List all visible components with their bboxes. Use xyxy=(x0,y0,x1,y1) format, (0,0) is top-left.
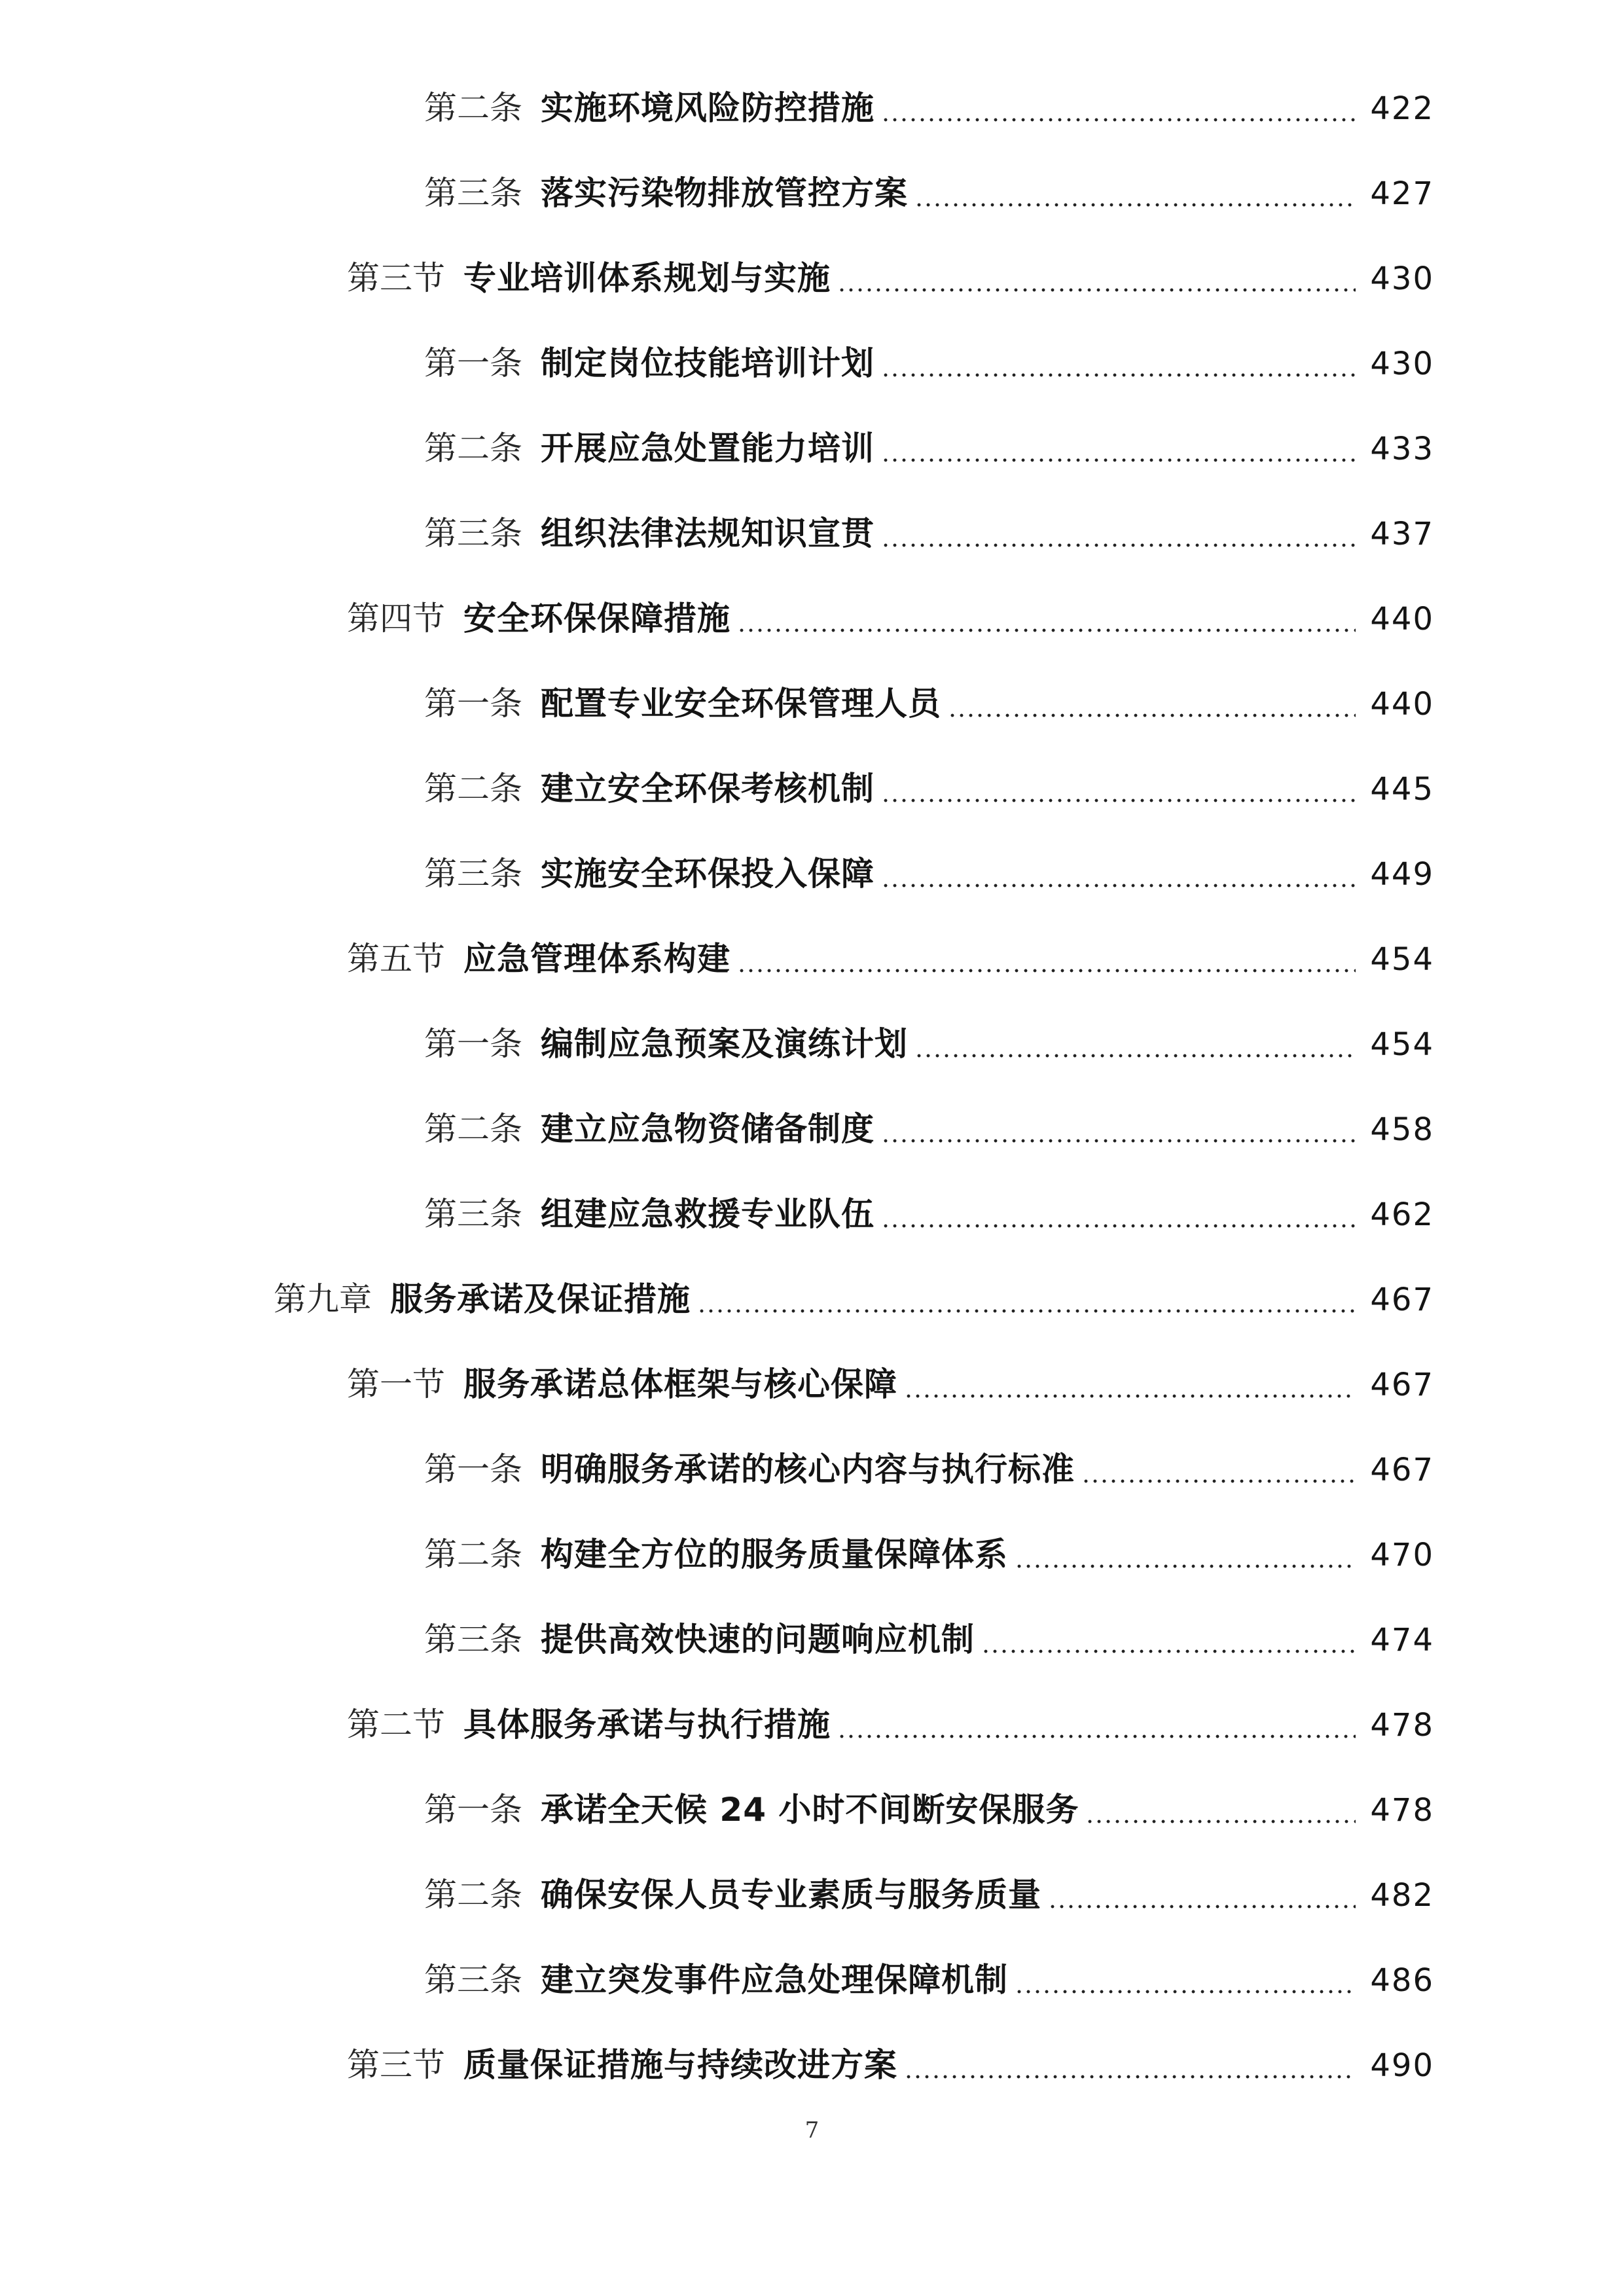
toc-entry-number: 第二条 xyxy=(424,1876,522,1914)
toc-dot-leader xyxy=(737,969,1356,973)
toc-entry-page: 440 xyxy=(1370,601,1434,637)
toc-entry-section[interactable] xyxy=(0,1682,1624,1767)
toc-dot-leader xyxy=(881,543,1356,547)
toc-dot-leader xyxy=(1015,1990,1356,1994)
toc-entry-page: 467 xyxy=(1370,1452,1434,1488)
toc-entry-title: 承诺全天候 24 小时不间断安保服务 xyxy=(541,1791,1079,1829)
toc-entry-section[interactable] xyxy=(0,1342,1624,1427)
toc-entry-title: 组建应急救援专业队伍 xyxy=(541,1195,875,1233)
toc-entry-title: 配置专业安全环保管理人员 xyxy=(541,685,941,723)
toc-entry-article[interactable] xyxy=(0,831,1624,916)
toc-entry-page: 449 xyxy=(1370,856,1434,893)
toc-entry-article[interactable] xyxy=(0,1597,1624,1682)
toc-entry-number: 第一条 xyxy=(424,344,522,382)
toc-entry-page: 430 xyxy=(1370,260,1434,297)
toc-entry-number: 第二条 xyxy=(424,1110,522,1148)
toc-dot-leader xyxy=(904,2075,1356,2079)
toc-entry-title: 编制应急预案及演练计划 xyxy=(541,1025,908,1063)
toc-entry-page: 454 xyxy=(1370,1026,1434,1063)
toc-entry-article[interactable] xyxy=(0,1937,1624,2022)
toc-dot-leader xyxy=(881,458,1356,462)
toc-dot-leader xyxy=(737,628,1356,632)
toc-entry-title: 安全环保保障措施 xyxy=(463,600,731,637)
toc-entry-number: 第三条 xyxy=(424,514,522,552)
toc-dot-leader xyxy=(1085,1820,1356,1823)
toc-entry-title: 具体服务承诺与执行措施 xyxy=(463,1706,831,1744)
toc-entry-page: 433 xyxy=(1370,431,1434,467)
toc-dot-leader xyxy=(1015,1564,1356,1568)
toc-entry-section[interactable] xyxy=(0,576,1624,661)
toc-entry-number: 第三条 xyxy=(424,1961,522,1999)
toc-entry-title: 明确服务承诺的核心内容与执行标准 xyxy=(541,1450,1075,1488)
toc-entry-title: 落实污染物排放管控方案 xyxy=(541,174,908,212)
toc-entry-title: 建立安全环保考核机制 xyxy=(541,770,875,808)
toc-dot-leader xyxy=(881,118,1356,122)
toc-entry-page: 458 xyxy=(1370,1111,1434,1148)
toc-dot-leader xyxy=(981,1649,1356,1653)
toc-entry-article[interactable] xyxy=(0,746,1624,831)
toc-entry-page: 470 xyxy=(1370,1537,1434,1573)
toc-entry-number: 第一节 xyxy=(347,1365,445,1403)
toc-entry-chapter[interactable] xyxy=(0,1257,1624,1342)
toc-entry-article[interactable] xyxy=(0,1767,1624,1852)
toc-entry-article[interactable] xyxy=(0,1172,1624,1257)
toc-entry-article[interactable] xyxy=(0,1852,1624,1937)
toc-entry-title: 提供高效快速的问题响应机制 xyxy=(541,1621,975,1659)
toc-entry-page: 427 xyxy=(1370,175,1434,212)
page-number: 7 xyxy=(804,2117,820,2144)
toc-entry-article[interactable] xyxy=(0,151,1624,236)
toc-entry-page: 422 xyxy=(1370,90,1434,127)
toc-entry-title: 建立突发事件应急处理保障机制 xyxy=(541,1961,1008,1999)
toc-entry-number: 第二节 xyxy=(347,1706,445,1744)
toc-entry-number: 第一条 xyxy=(424,685,522,723)
toc-entry-title: 服务承诺总体框架与核心保障 xyxy=(463,1365,897,1403)
toc-entry-section[interactable] xyxy=(0,916,1624,1001)
toc-entry-article[interactable] xyxy=(0,491,1624,576)
toc-entry-article[interactable] xyxy=(0,1427,1624,1512)
toc-entry-number: 第三条 xyxy=(424,1195,522,1233)
toc-entry-number: 第四节 xyxy=(347,600,445,637)
toc-entry-number: 第二条 xyxy=(424,429,522,467)
toc-entry-title: 质量保证措施与持续改进方案 xyxy=(463,2046,897,2084)
toc-entry-section[interactable] xyxy=(0,2022,1624,2108)
toc-entry-article[interactable] xyxy=(0,1086,1624,1172)
toc-entry-title: 确保安保人员专业素质与服务质量 xyxy=(541,1876,1041,1914)
toc-entry-page: 467 xyxy=(1370,1367,1434,1403)
toc-dot-leader xyxy=(697,1309,1356,1313)
toc-dot-leader xyxy=(881,884,1356,888)
toc-entry-article[interactable] xyxy=(0,1001,1624,1086)
toc-entry-article[interactable] xyxy=(0,1512,1624,1597)
toc-entry-page: 478 xyxy=(1370,1792,1434,1829)
toc-entry-page: 430 xyxy=(1370,346,1434,382)
toc-entry-page: 462 xyxy=(1370,1196,1434,1233)
toc-entry-page: 486 xyxy=(1370,1962,1434,1999)
toc-entry-title: 实施环境风险防控措施 xyxy=(541,89,875,127)
toc-dot-leader xyxy=(904,1394,1356,1398)
toc-entry-page: 445 xyxy=(1370,771,1434,808)
toc-entry-title: 制定岗位技能培训计划 xyxy=(541,344,875,382)
toc-entry-title: 构建全方位的服务质量保障体系 xyxy=(541,1535,1008,1573)
toc-entry-section[interactable] xyxy=(0,236,1624,321)
toc-entry-title: 建立应急物资储备制度 xyxy=(541,1110,875,1148)
toc-entry-title: 开展应急处置能力培训 xyxy=(541,429,875,467)
toc-entry-page: 454 xyxy=(1370,941,1434,978)
toc-entry-title: 应急管理体系构建 xyxy=(463,940,731,978)
toc-entry-number: 第九章 xyxy=(274,1280,372,1318)
toc-entry-title: 专业培训体系规划与实施 xyxy=(463,259,831,297)
toc-entry-title: 实施安全环保投入保障 xyxy=(541,855,875,893)
toc-entry-page: 440 xyxy=(1370,686,1434,723)
toc-entry-page: 467 xyxy=(1370,1282,1434,1318)
toc-entry-page: 490 xyxy=(1370,2047,1434,2084)
toc-entry-title: 服务承诺及保证措施 xyxy=(390,1280,691,1318)
toc-dot-leader xyxy=(1081,1479,1356,1483)
toc-entry-number: 第二条 xyxy=(424,770,522,808)
toc-entry-number: 第一条 xyxy=(424,1791,522,1829)
toc-dot-leader xyxy=(837,1734,1356,1738)
toc-entry-number: 第五节 xyxy=(347,940,445,978)
toc-entry-number: 第二条 xyxy=(424,1535,522,1573)
toc-dot-leader xyxy=(948,713,1356,717)
toc-entry-article[interactable] xyxy=(0,321,1624,406)
toc-entry-title: 组织法律法规知识宣贯 xyxy=(541,514,875,552)
toc-dot-leader xyxy=(881,1224,1356,1228)
toc-entry-article[interactable] xyxy=(0,65,1624,151)
toc-dot-leader xyxy=(914,1054,1356,1058)
toc-dot-leader xyxy=(914,203,1356,207)
toc-entry-number: 第三条 xyxy=(424,174,522,212)
toc-entry-article[interactable] xyxy=(0,661,1624,746)
toc-entry-number: 第一条 xyxy=(424,1450,522,1488)
toc-dot-leader xyxy=(881,373,1356,377)
toc-entry-page: 482 xyxy=(1370,1877,1434,1914)
toc-dot-leader xyxy=(837,288,1356,292)
toc-dot-leader xyxy=(1048,1905,1356,1909)
toc-entry-number: 第三条 xyxy=(424,1621,522,1659)
toc-entry-number: 第一条 xyxy=(424,1025,522,1063)
table-of-contents xyxy=(0,65,1624,2108)
toc-entry-page: 437 xyxy=(1370,516,1434,552)
toc-entry-number: 第三条 xyxy=(424,855,522,893)
toc-entry-number: 第三节 xyxy=(347,2046,445,2084)
toc-entry-number: 第二条 xyxy=(424,89,522,127)
toc-entry-article[interactable] xyxy=(0,406,1624,491)
toc-dot-leader xyxy=(881,1139,1356,1143)
toc-entry-page: 474 xyxy=(1370,1622,1434,1659)
toc-dot-leader xyxy=(881,798,1356,802)
toc-entry-page: 478 xyxy=(1370,1707,1434,1744)
toc-entry-number: 第三节 xyxy=(347,259,445,297)
